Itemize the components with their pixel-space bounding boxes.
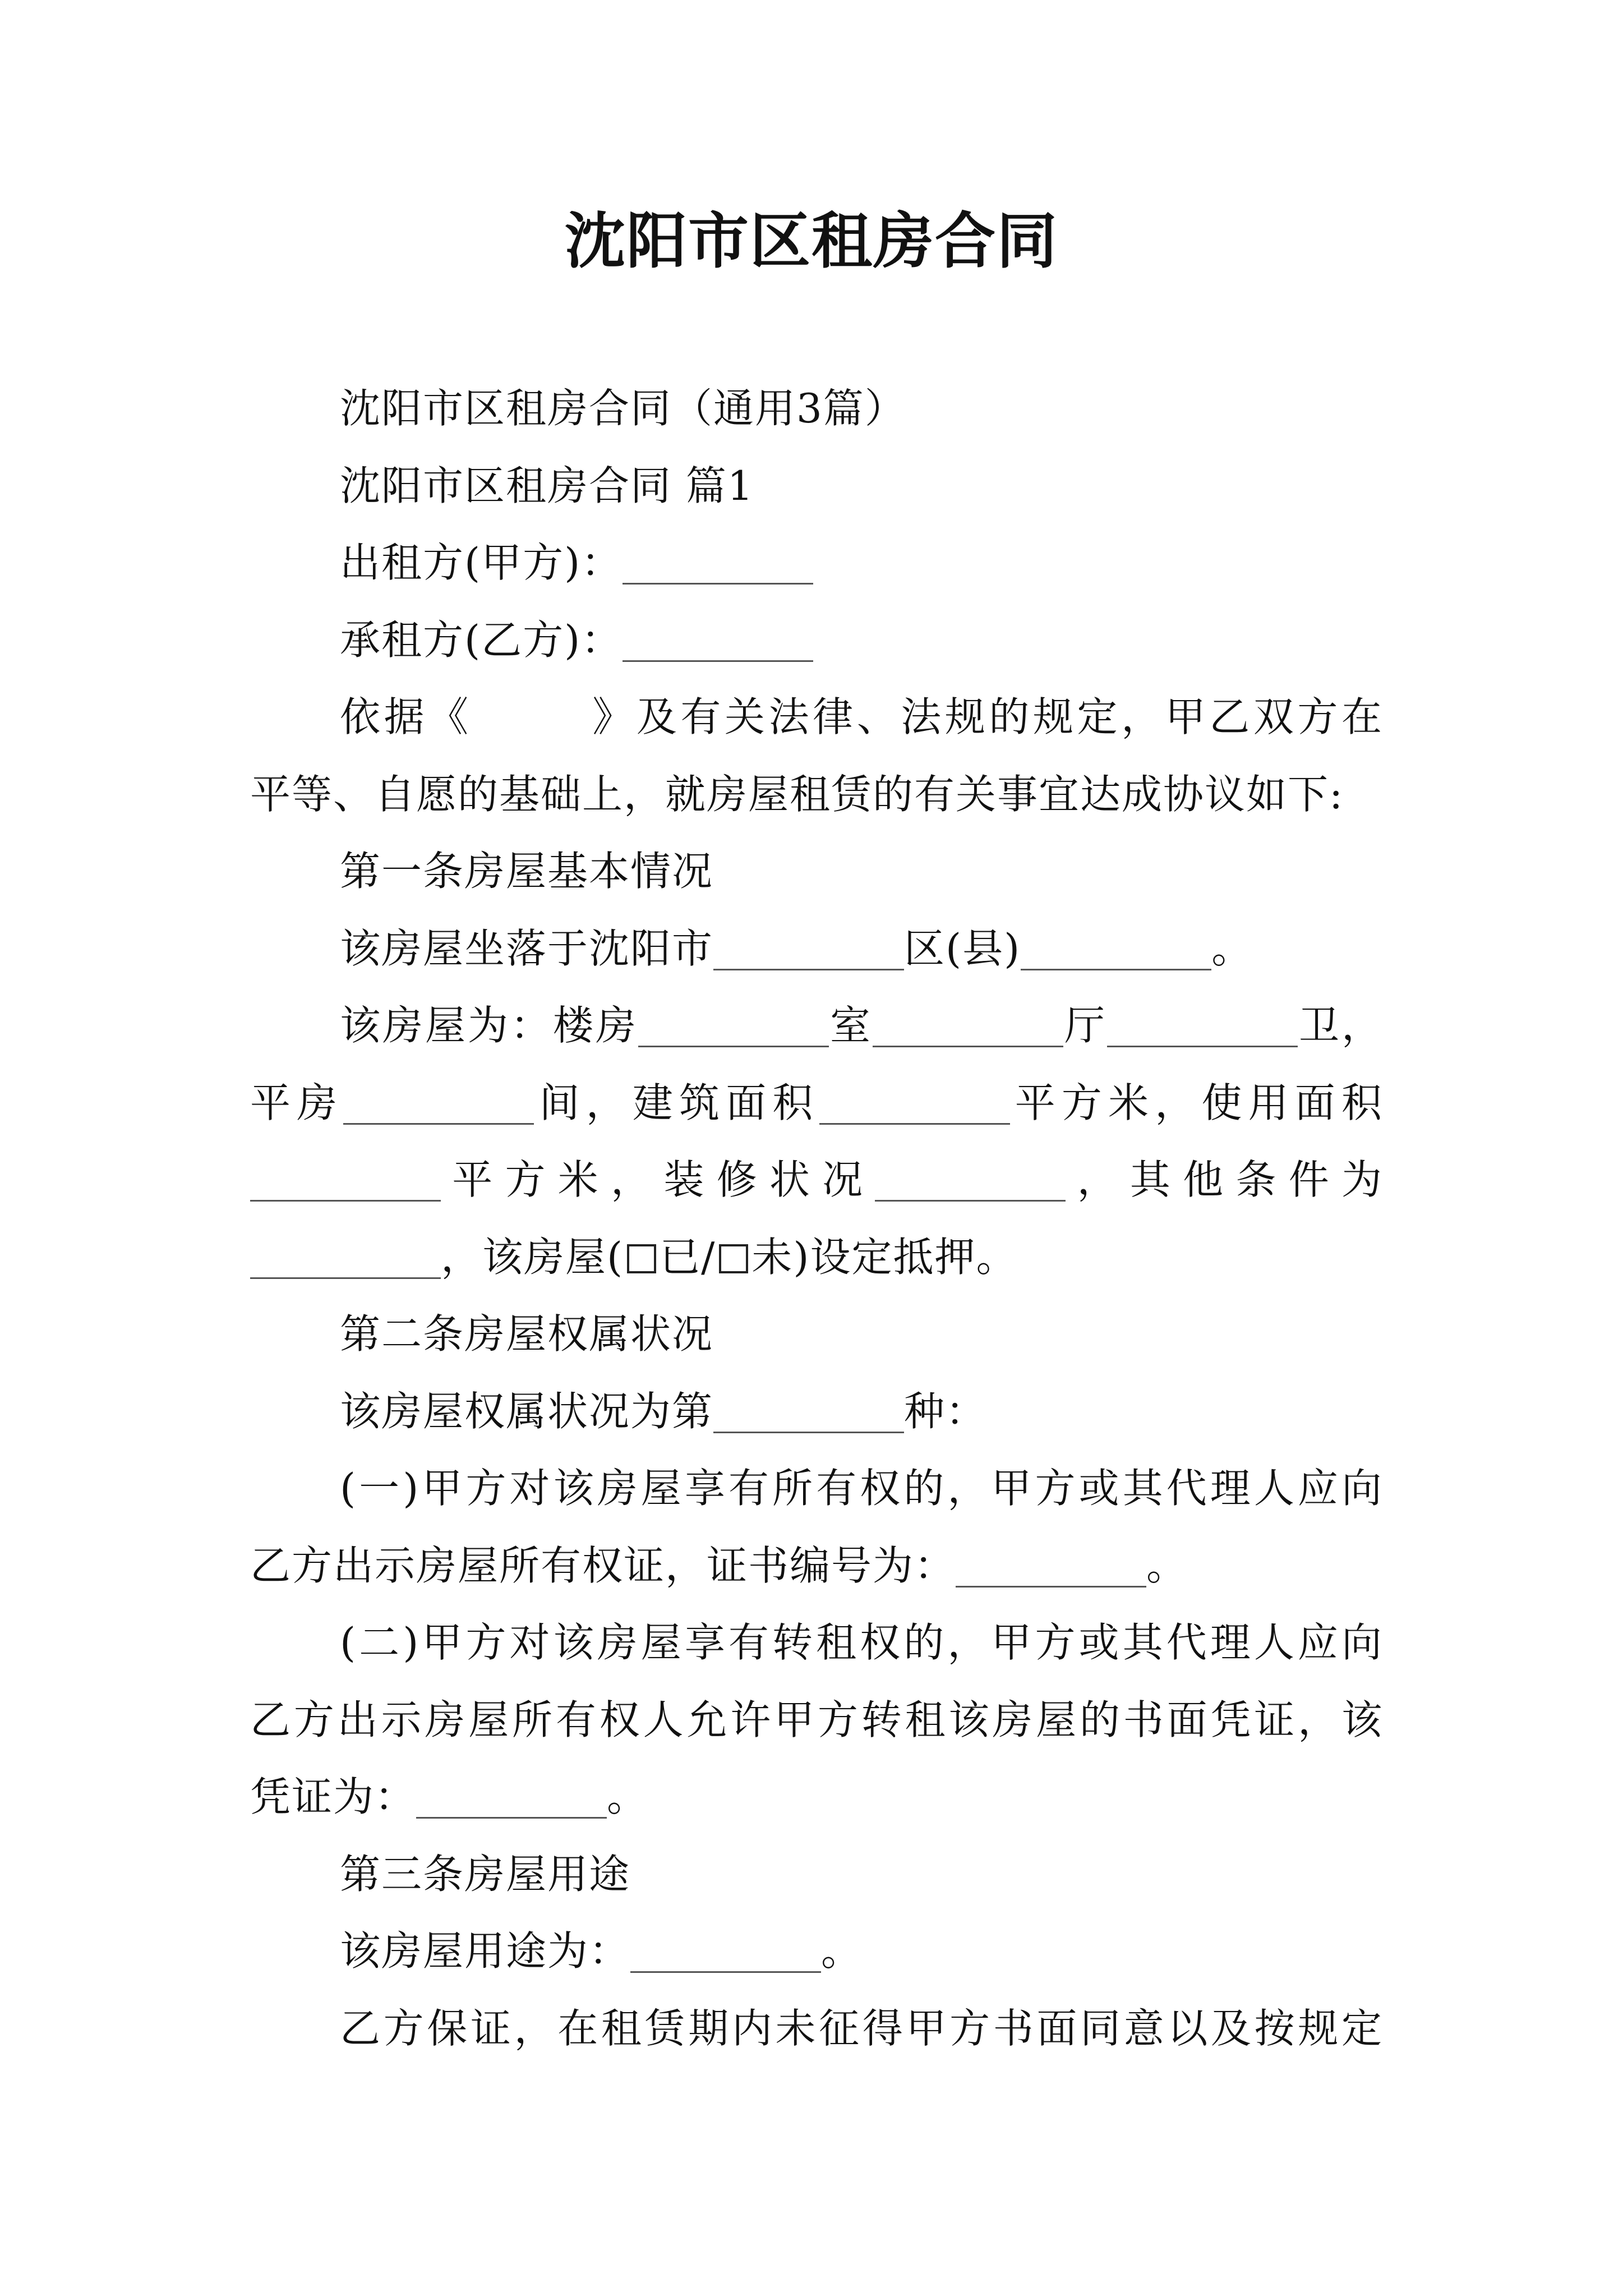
section-heading bbox=[250, 833, 1383, 910]
text: 。 bbox=[1211, 924, 1253, 972]
paragraph-line bbox=[250, 1065, 1383, 1142]
text: 第一条房屋基本情况 bbox=[340, 848, 714, 895]
fill-blank bbox=[956, 1545, 1146, 1588]
text: (二)甲方对该房屋享有转租权的，甲方或其代理人应向 bbox=[340, 1619, 1383, 1666]
paragraph-line bbox=[250, 679, 1383, 756]
fill-blank bbox=[638, 1005, 829, 1047]
text: 平方米，使用面积 bbox=[1009, 1079, 1383, 1126]
text: 第二条房屋权属状况 bbox=[340, 1310, 714, 1358]
text: 该房屋为：楼房 bbox=[340, 1002, 638, 1049]
text: 该房屋用途为： bbox=[340, 1927, 631, 1975]
text: 未)设定抵押。 bbox=[751, 1233, 1018, 1281]
paragraph-line bbox=[250, 1604, 1383, 1682]
paragraph-line bbox=[250, 1142, 1383, 1219]
fill-blank bbox=[1107, 1005, 1298, 1047]
checkbox-icon bbox=[719, 1244, 748, 1273]
text: 平方米，装修状况 bbox=[441, 1156, 875, 1203]
fill-blank bbox=[343, 1083, 534, 1125]
text: 沈阳市区租房合同（通用3篇） bbox=[340, 385, 906, 432]
paragraph-line bbox=[250, 987, 1383, 1065]
text: 该房屋权属状况为第 bbox=[340, 1387, 714, 1435]
document-body bbox=[250, 370, 1383, 2067]
text: 该房屋坐落于沈阳市 bbox=[340, 924, 714, 972]
fill-blank bbox=[623, 542, 813, 585]
text: 第三条房屋用途 bbox=[340, 1850, 631, 1898]
text: 乙方出示房屋所有权人允许甲方转租该房屋的书面凭证，该 bbox=[250, 1696, 1383, 1743]
fill-blank bbox=[713, 928, 904, 970]
fill-blank bbox=[873, 1005, 1063, 1047]
fill-blank bbox=[630, 1931, 821, 1973]
checkbox-icon bbox=[627, 1244, 656, 1273]
text: 凭证为： bbox=[250, 1773, 417, 1820]
text: 厅 bbox=[1063, 1002, 1107, 1049]
paragraph-line bbox=[250, 1682, 1383, 1759]
text: 种： bbox=[904, 1387, 988, 1435]
paragraph-line bbox=[250, 602, 1383, 679]
section-heading bbox=[250, 1296, 1383, 1373]
text: 承租方(乙方)： bbox=[340, 616, 623, 664]
paragraph-line bbox=[250, 910, 1383, 988]
paragraph-line bbox=[250, 1913, 1383, 1990]
paragraph-line bbox=[250, 370, 1383, 448]
text: 依据《 bbox=[340, 693, 472, 740]
fill-blank bbox=[875, 1159, 1066, 1202]
fill-blank bbox=[819, 1083, 1010, 1125]
paragraph-line bbox=[250, 524, 1383, 602]
paragraph-line bbox=[250, 1759, 1383, 1836]
text: 平房 bbox=[250, 1079, 344, 1126]
text: ，其他条件为 bbox=[1066, 1156, 1383, 1203]
paragraph-line bbox=[250, 1219, 1383, 1296]
text: 卫， bbox=[1297, 1002, 1383, 1049]
fill-blank bbox=[623, 620, 813, 662]
text: 乙方保证，在租赁期内未征得甲方书面同意以及按规定 bbox=[340, 2004, 1383, 2052]
text: 室 bbox=[828, 1002, 873, 1049]
fill-blank bbox=[250, 1237, 441, 1279]
text: 。 bbox=[821, 1927, 863, 1975]
fill-blank bbox=[416, 1777, 607, 1819]
section-heading bbox=[250, 1836, 1383, 1913]
text: 区(县) bbox=[904, 924, 1021, 972]
text: 已/ bbox=[660, 1233, 716, 1281]
paragraph-line bbox=[250, 448, 1383, 525]
text: 乙方出示房屋所有权证，证书编号为： bbox=[250, 1542, 956, 1589]
text: ，该房屋( bbox=[441, 1233, 624, 1281]
paragraph-line bbox=[250, 1450, 1383, 1527]
text: (一)甲方对该房屋享有所有权的，甲方或其代理人应向 bbox=[340, 1465, 1383, 1512]
text: 。 bbox=[607, 1773, 649, 1820]
paragraph-line bbox=[250, 756, 1383, 834]
fill-blank bbox=[1021, 928, 1211, 970]
text: 沈阳市区租房合同 篇1 bbox=[340, 462, 754, 509]
paragraph-line bbox=[250, 1527, 1383, 1605]
paragraph-line bbox=[250, 1373, 1383, 1451]
text: 》及有关法律、法规的规定，甲乙双方在 bbox=[589, 693, 1383, 740]
text: 出租方(甲方)： bbox=[340, 539, 623, 586]
text: 间，建筑面积 bbox=[534, 1079, 819, 1126]
document-title: 沈阳市区租房合同 bbox=[564, 206, 1058, 277]
text: 。 bbox=[1146, 1542, 1188, 1589]
fill-blank bbox=[250, 1159, 441, 1202]
text: 平等、自愿的基础上，就房屋租赁的有关事宜达成协议如下: bbox=[250, 770, 1344, 818]
fill-blank bbox=[713, 1391, 904, 1433]
paragraph-line bbox=[250, 1990, 1383, 2068]
